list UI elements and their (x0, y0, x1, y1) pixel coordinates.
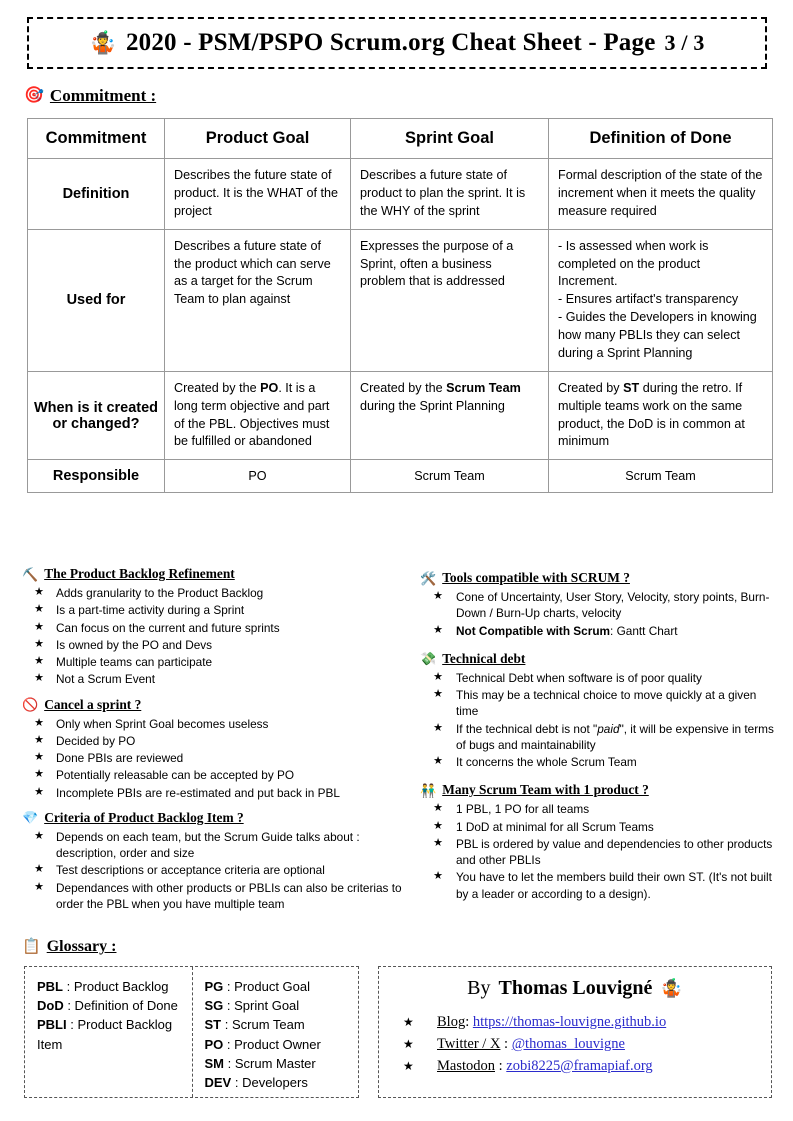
star-bullet-icon: ★ (433, 836, 443, 849)
star-bullet-icon: ★ (34, 620, 44, 633)
list-item-text: If the technical debt is not "paid", it will be expensive in terms of bugs and maintainability (456, 721, 774, 752)
star-bullet-icon: ★ (34, 672, 44, 685)
list-item (22, 602, 414, 618)
list-item (22, 733, 414, 749)
list-item (22, 862, 414, 878)
section-technical-debt (420, 651, 780, 771)
table-row (28, 159, 773, 230)
glossary-entry (205, 1015, 349, 1034)
hammer-and-wrench-icon: 🛠️ (420, 570, 437, 586)
list-item (420, 670, 780, 686)
column-header-commitment: Commitment (28, 119, 165, 159)
table-row (28, 371, 773, 460)
list-item-text: Can focus on the current and future sprints (56, 620, 280, 635)
star-bullet-icon: ★ (403, 1015, 414, 1029)
glossary-definition: : Product Backlog Item (37, 1017, 173, 1052)
glossary-entry (205, 1054, 349, 1073)
bullet-list (420, 670, 780, 771)
list-item (420, 869, 780, 902)
list-item-text: You have to let the members build their own ST. (It's not built by a leader or according to a design). (456, 870, 772, 901)
section-heading-text: Many Scrum Team with 1 product ? (442, 782, 649, 798)
bullet-list (22, 716, 414, 801)
section-cancel-a-sprint (22, 697, 414, 801)
list-item-text: Only when Sprint Goal becomes useless (56, 716, 269, 731)
cell-definition-dod: Formal description of the state of the increment when it meets the quality measure required (549, 159, 773, 230)
cell-used-for-sprint-goal: Expresses the purpose of a Sprint, often a business problem that is addressed (351, 229, 549, 371)
cell-responsible-sprint-goal: Scrum Team (351, 460, 549, 493)
two-people-icon: 👬 (420, 782, 437, 798)
glossary-term: PBLI (37, 1017, 67, 1033)
row-label-used-for: Used for (28, 229, 165, 371)
bullet-list (420, 589, 780, 639)
list-item (22, 654, 414, 670)
list-item (22, 785, 414, 801)
list-item-text: 1 PBL, 1 PO for all teams (456, 802, 590, 817)
cell-definition-product-goal: Describes the future state of product. It is the WHAT of the project (165, 159, 351, 230)
author-title (379, 977, 771, 1000)
author-link-row[interactable] (403, 1056, 771, 1078)
list-item (22, 767, 414, 783)
glossary-definition: : Product Backlog (63, 979, 169, 994)
glossary-term: PBL (37, 979, 63, 994)
list-item-text: Adds granularity to the Product Backlog (56, 586, 264, 600)
star-bullet-icon: ★ (403, 1058, 414, 1073)
author-link-label: Mastodon (437, 1057, 495, 1074)
bullet-list (22, 585, 414, 688)
star-bullet-icon: ★ (433, 819, 443, 832)
author-link-label: Twitter / X (437, 1035, 501, 1052)
section-many-scrum-teams (420, 782, 780, 902)
list-item-text: Multiple teams can participate (56, 655, 213, 670)
star-bullet-icon: ★ (34, 716, 44, 729)
list-item (420, 819, 780, 835)
star-bullet-icon: ★ (34, 863, 44, 876)
list-item (22, 671, 414, 687)
list-item (22, 585, 414, 601)
section-product-backlog-refinement (22, 566, 414, 688)
author-by-label: By (467, 977, 491, 999)
list-item-text: Test descriptions or acceptance criteria are optional (56, 863, 325, 878)
list-item-text: Not a Scrum Event (56, 672, 156, 687)
glossary-term: PG (204, 979, 224, 994)
list-item-text: PBL is ordered by value and dependencies to other products and other PBLIs (456, 836, 773, 868)
glossary-entry (205, 996, 349, 1015)
star-bullet-icon: ★ (34, 637, 44, 650)
list-item (22, 620, 414, 636)
list-item-text: Incomplete PBIs are re-estimated and put back in PBL (56, 785, 340, 800)
glossary-entry (37, 1015, 182, 1053)
prohibited-icon: 🚫 (22, 697, 39, 713)
star-bullet-icon: ★ (433, 670, 443, 683)
commitment-heading-text: Commitment : (49, 86, 157, 105)
author-box (378, 966, 772, 1098)
star-bullet-icon: ★ (34, 751, 44, 764)
list-item-text: Is a part-time activity during a Sprint (56, 603, 245, 618)
cell-when-created-product-goal: Created by the PO. It is a long term objective and part of the PBL. Objectives must be fulfilled or abandoned (165, 371, 351, 460)
table-row (28, 229, 773, 371)
glossary-entry (205, 1073, 349, 1092)
cell-responsible-product-goal: PO (165, 460, 351, 493)
list-item (22, 637, 414, 653)
glossary-term: SM (204, 1055, 224, 1071)
star-bullet-icon: ★ (34, 785, 44, 798)
section-heading (420, 570, 780, 586)
author-links-list (379, 1012, 771, 1077)
glossary-column-right (192, 967, 359, 1097)
section-heading (420, 651, 780, 667)
author-link-url[interactable]: https://thomas-louvigne.github.io (472, 1014, 667, 1030)
author-link-url[interactable]: @thomas_louvigne (511, 1035, 625, 1052)
star-bullet-icon: ★ (433, 870, 443, 883)
section-heading (22, 697, 414, 713)
star-bullet-icon: ★ (433, 688, 443, 701)
list-item-text: Is owned by the PO and Devs (56, 637, 213, 652)
author-link-separator: : (495, 1057, 507, 1074)
column-header-sprint-goal: Sprint Goal (351, 119, 549, 159)
cell-responsible-dod: Scrum Team (549, 460, 773, 493)
author-name: Thomas Louvigné (498, 977, 653, 999)
right-content-column (420, 570, 780, 908)
star-bullet-icon: ★ (433, 590, 443, 602)
row-label-when-created: When is it created or changed? (28, 371, 165, 460)
section-heading (22, 810, 414, 826)
author-link-label: Blog (437, 1014, 466, 1030)
commitment-section-heading (24, 86, 156, 106)
list-item-text: It concerns the whole Scrum Team (456, 755, 637, 770)
list-item-text: This may be a technical choice to move quickly at a given time (456, 688, 757, 719)
star-bullet-icon: ★ (34, 603, 44, 616)
list-item-text: Depends on each team, but the Scrum Guide talks about : description, order and size (56, 829, 360, 861)
list-item (420, 687, 780, 720)
cell-used-for-product-goal: Describes a future state of the product which can serve as a target for the Scrum Team to plan against (165, 229, 351, 371)
page-title-text: 2020 - PSM/PSPO Scrum.org Cheat Sheet - Page (125, 29, 656, 56)
table-row (28, 460, 773, 493)
glossary-definition: : Product Goal (223, 979, 311, 994)
author-link-row[interactable] (403, 1034, 771, 1056)
glossary-term: ST (204, 1017, 222, 1033)
list-item (420, 589, 780, 622)
column-header-definition-of-done: Definition of Done (549, 119, 773, 159)
star-bullet-icon: ★ (433, 721, 443, 734)
star-bullet-icon: ★ (433, 802, 443, 815)
author-link-content (437, 1012, 666, 1034)
commitment-table (27, 118, 773, 493)
section-tools-compatible (420, 570, 780, 639)
list-item (420, 721, 780, 754)
glossary-term: PO (204, 1036, 224, 1052)
cell-when-created-sprint-goal: Created by the Scrum Team during the Sprint Planning (351, 371, 549, 460)
table-header-row (28, 119, 773, 159)
star-bullet-icon: ★ (34, 829, 44, 842)
glossary-term: SG (204, 998, 224, 1014)
author-link-row[interactable] (403, 1012, 771, 1034)
cell-used-for-dod: - Is assessed when work is completed on the product Increment. - Ensures artifact's transparency - Guides the Developers in knowing how many PBLIs they can select during a Sprint Planning (549, 229, 773, 371)
target-icon: 🎯 (24, 87, 44, 104)
section-heading-text: Tools compatible with SCRUM ? (442, 570, 630, 585)
list-item (22, 716, 414, 732)
list-item-text: Decided by PO (56, 733, 136, 748)
page-number: 3 / 3 (664, 30, 705, 55)
glossary-definition: : Product Owner (223, 1036, 321, 1052)
cell-when-created-dod: Created by ST during the retro. If multiple teams work on the same product, the DoD is in common at minimum (549, 371, 773, 460)
glossary-definition: : Sprint Goal (223, 998, 300, 1014)
glossary-entry (37, 996, 182, 1015)
star-bullet-icon: ★ (34, 880, 44, 893)
list-item-text: Technical Debt when software is of poor quality (456, 670, 702, 685)
list-item-text: Not Compatible with Scrum: Gantt Chart (456, 623, 678, 638)
section-heading-text: Technical debt (442, 650, 526, 666)
glossary-definition: : Developers (231, 1075, 308, 1091)
page-header (27, 17, 767, 69)
author-link-content (437, 1056, 653, 1078)
bullet-list (22, 829, 414, 912)
section-heading (420, 782, 780, 798)
glossary-heading-text: Glossary : (46, 938, 117, 955)
left-content-column (22, 566, 414, 918)
section-criteria-of-pbli (22, 810, 414, 912)
list-item (420, 801, 780, 817)
clipboard-icon: 📋 (22, 938, 41, 955)
author-link-content (437, 1034, 625, 1056)
list-item (22, 829, 414, 862)
section-heading-text: The Product Backlog Refinement (44, 566, 235, 581)
column-header-product-goal: Product Goal (165, 119, 351, 159)
section-heading (22, 566, 414, 582)
list-item-text: Potentially releasable can be accepted by PO (56, 768, 295, 783)
glossary-definition: : Definition of Done (63, 998, 178, 1014)
star-bullet-icon: ★ (403, 1036, 414, 1051)
star-bullet-icon: ★ (433, 623, 443, 636)
star-bullet-icon: ★ (433, 755, 443, 768)
cell-definition-sprint-goal: Describes a future state of product to plan the sprint. It is the WHY of the sprint (351, 159, 549, 230)
author-link-url[interactable]: zobi8225@framapiaf.org (506, 1057, 653, 1074)
juggler-emoji: 🤹 (660, 978, 683, 998)
list-item (420, 754, 780, 770)
list-item (420, 623, 780, 639)
glossary-entry (37, 977, 182, 996)
list-item (22, 880, 414, 913)
glossary-term: DEV (204, 1075, 232, 1091)
glossary-section-heading (22, 938, 116, 956)
money-with-wings-icon: 💸 (420, 651, 437, 667)
author-link-separator: : (465, 1014, 473, 1030)
glossary-entry (205, 977, 349, 996)
row-label-responsible: Responsible (28, 460, 165, 493)
glossary-term: DoD (37, 998, 64, 1014)
list-item-text: 1 DoD at minimal for all Scrum Teams (456, 819, 654, 834)
glossary-definition: : Scrum Team (221, 1017, 305, 1033)
section-heading-text: Cancel a sprint ? (44, 696, 142, 712)
row-label-definition: Definition (28, 159, 165, 230)
page-title (89, 29, 704, 57)
star-bullet-icon: ★ (34, 768, 44, 781)
gem-icon: 💎 (22, 810, 39, 826)
pick-icon: ⛏️ (22, 566, 39, 582)
bullet-list (420, 801, 780, 902)
list-item-text: Cone of Uncertainty, User Story, Velocity, story points, Burn-Down / Burn-Up charts, velocity (456, 590, 770, 621)
list-item-text: Done PBIs are reviewed (56, 751, 184, 766)
star-bullet-icon: ★ (34, 655, 44, 668)
star-bullet-icon: ★ (34, 586, 44, 598)
section-heading-text: Criteria of Product Backlog Item ? (44, 809, 244, 825)
list-item (22, 750, 414, 766)
list-item (420, 836, 780, 869)
list-item-text: Dependances with other products or PBLIs can also be criterias to order the PBL when you have multiple team (56, 880, 402, 911)
glossary-column-left (25, 967, 192, 1097)
star-bullet-icon: ★ (34, 733, 44, 746)
juggler-emoji: 🤹 (89, 30, 117, 55)
glossary-entry (205, 1035, 349, 1054)
glossary-box (24, 966, 359, 1098)
glossary-definition: : Scrum Master (224, 1055, 316, 1071)
author-link-separator: : (500, 1035, 512, 1052)
